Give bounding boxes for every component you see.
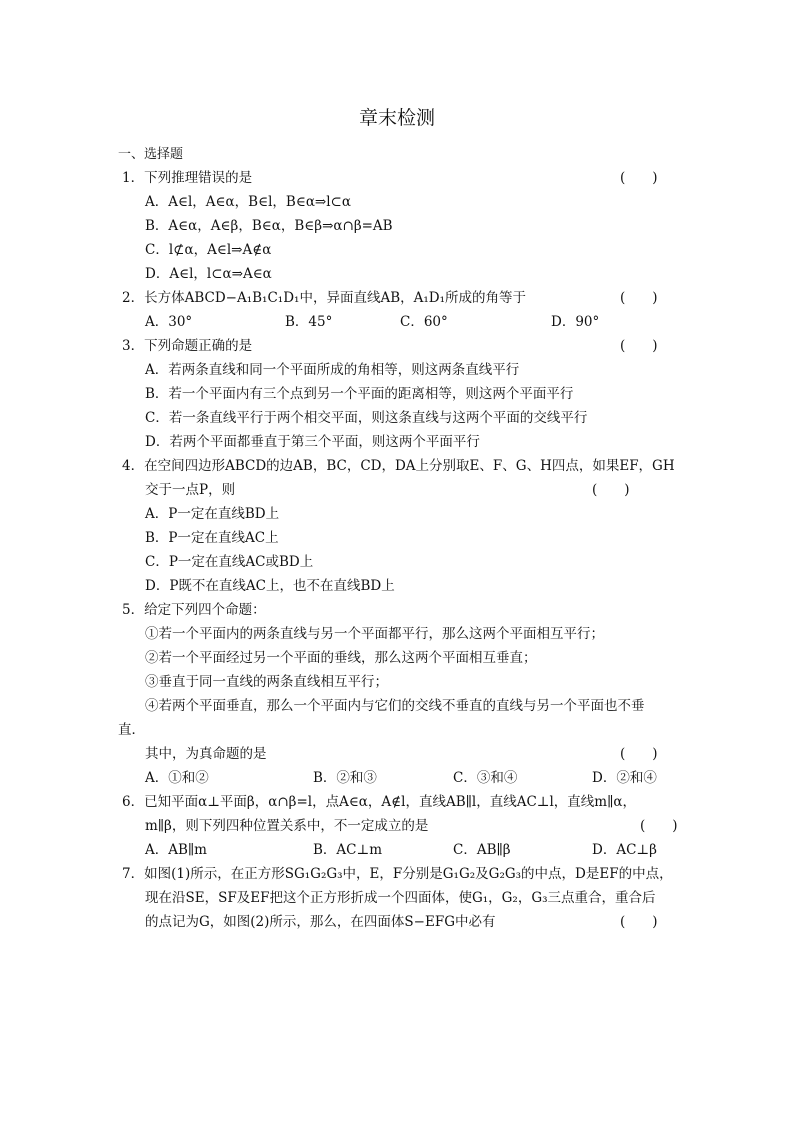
answer-bracket: ( ): [620, 290, 658, 306]
question-5-stem: 5．给定下列四个命题：: [122, 602, 266, 618]
section-heading: 一、选择题: [118, 147, 184, 162]
question-7-line-1: 7．如图(1)所示，在正方形SG₁G₂G₃中，E，F分别是G₁G₂及G₂G₃的中点，D是EF的中点，: [122, 866, 673, 882]
answer-bracket: ( ): [620, 338, 658, 354]
q6-option-c: C．AB∥β: [453, 842, 511, 858]
q1-option-c: C．l⊄α，A∈l⇒A∉α: [145, 242, 272, 258]
q4-option-a: A．P一定在直线BD上: [145, 506, 280, 522]
question-6-stem-cont: m∥β，则下列四种位置关系中，不一定成立的是: [145, 818, 429, 834]
q5-option-a: A．①和②: [145, 770, 209, 786]
q3-option-b: B．若一个平面内有三个点到另一个平面的距离相等，则这两个平面平行: [145, 386, 574, 402]
answer-bracket: ( ): [620, 170, 658, 186]
q5-proposition-1: ①若一个平面内的两条直线与另一个平面都平行，那么这两个平面相互平行；: [145, 626, 604, 642]
q3-option-c: C．若一条直线平行于两个相交平面，则这条直线与这两个平面的交线平行: [145, 410, 588, 426]
q5-option-d: D．②和④: [592, 770, 657, 786]
q1-option-b: B．A∈α，A∈β，B∈α，B∈β⇒α∩β=AB: [145, 218, 393, 234]
question-4-stem-cont: 交于一点P，则: [145, 482, 236, 498]
answer-bracket: ( ): [620, 746, 658, 762]
q2-option-a: A．30°: [145, 314, 193, 330]
question-4-stem: 4．在空间四边形ABCD的边AB，BC，CD，DA上分别取E、F、G、H四点，如果EF，GH: [122, 458, 675, 474]
answer-bracket: ( ): [620, 914, 658, 930]
q4-option-c: C．P一定在直线AC或BD上: [145, 554, 314, 570]
q5-option-b: B．②和③: [313, 770, 377, 786]
q4-option-d: D．P既不在直线AC上，也不在直线BD上: [145, 578, 395, 594]
question-7-line-2: 现在沿SE，SF及EF把这个正方形折成一个四面体，使G₁，G₂，G₃三点重合，重合后: [145, 890, 656, 906]
q5-proposition-4-cont: 直．: [118, 722, 145, 738]
q1-option-a: A．A∈l，A∈α，B∈l，B∈α⇒l⊂α: [145, 194, 351, 210]
page-title: 章末检测: [358, 107, 435, 129]
question-2-stem: 2．长方体ABCD−A₁B₁C₁D₁中，异面直线AB，A₁D₁所成的角等于: [122, 290, 527, 306]
q2-option-d: D．90°: [551, 314, 600, 330]
answer-bracket: ( ): [640, 818, 678, 834]
q5-proposition-4: ④若两个平面垂直，那么一个平面内与它们的交线不垂直的直线与另一个平面也不垂: [145, 698, 645, 714]
q2-option-b: B．45°: [285, 314, 333, 330]
q1-option-d: D．A∈l，l⊂α⇒A∈α: [145, 266, 272, 282]
answer-bracket: ( ): [592, 482, 630, 498]
q5-proposition-2: ②若一个平面经过另一个平面的垂线，那么这两个平面相互垂直；: [145, 650, 537, 666]
q3-option-a: A．若两条直线和同一个平面所成的角相等，则这两条直线平行: [145, 362, 520, 378]
q3-option-d: D．若两个平面都垂直于第三个平面，则这两个平面平行: [145, 434, 480, 450]
q6-option-a: A．AB∥m: [145, 842, 207, 858]
q5-option-c: C．③和④: [453, 770, 518, 786]
question-3-stem: 3．下列命题正确的是: [122, 338, 253, 354]
q6-option-d: D．AC⊥β: [592, 842, 657, 858]
q2-option-c: C．60°: [400, 314, 448, 330]
question-7-line-3: 的点记为G，如图(2)所示，那么，在四面体S−EFG中必有: [145, 914, 496, 930]
q6-option-b: B．AC⊥m: [313, 842, 382, 858]
q4-option-b: B．P一定在直线AC上: [145, 530, 279, 546]
q5-ask: 其中，为真命题的是: [145, 746, 267, 762]
question-1-stem: 1．下列推理错误的是: [122, 170, 253, 186]
question-6-stem: 6．已知平面α⊥平面β，α∩β=l，点A∈α，A∉l，直线AB∥l，直线AC⊥l，直线m∥α，: [122, 794, 636, 810]
q5-proposition-3: ③垂直于同一直线的两条直线相互平行；: [145, 674, 388, 690]
